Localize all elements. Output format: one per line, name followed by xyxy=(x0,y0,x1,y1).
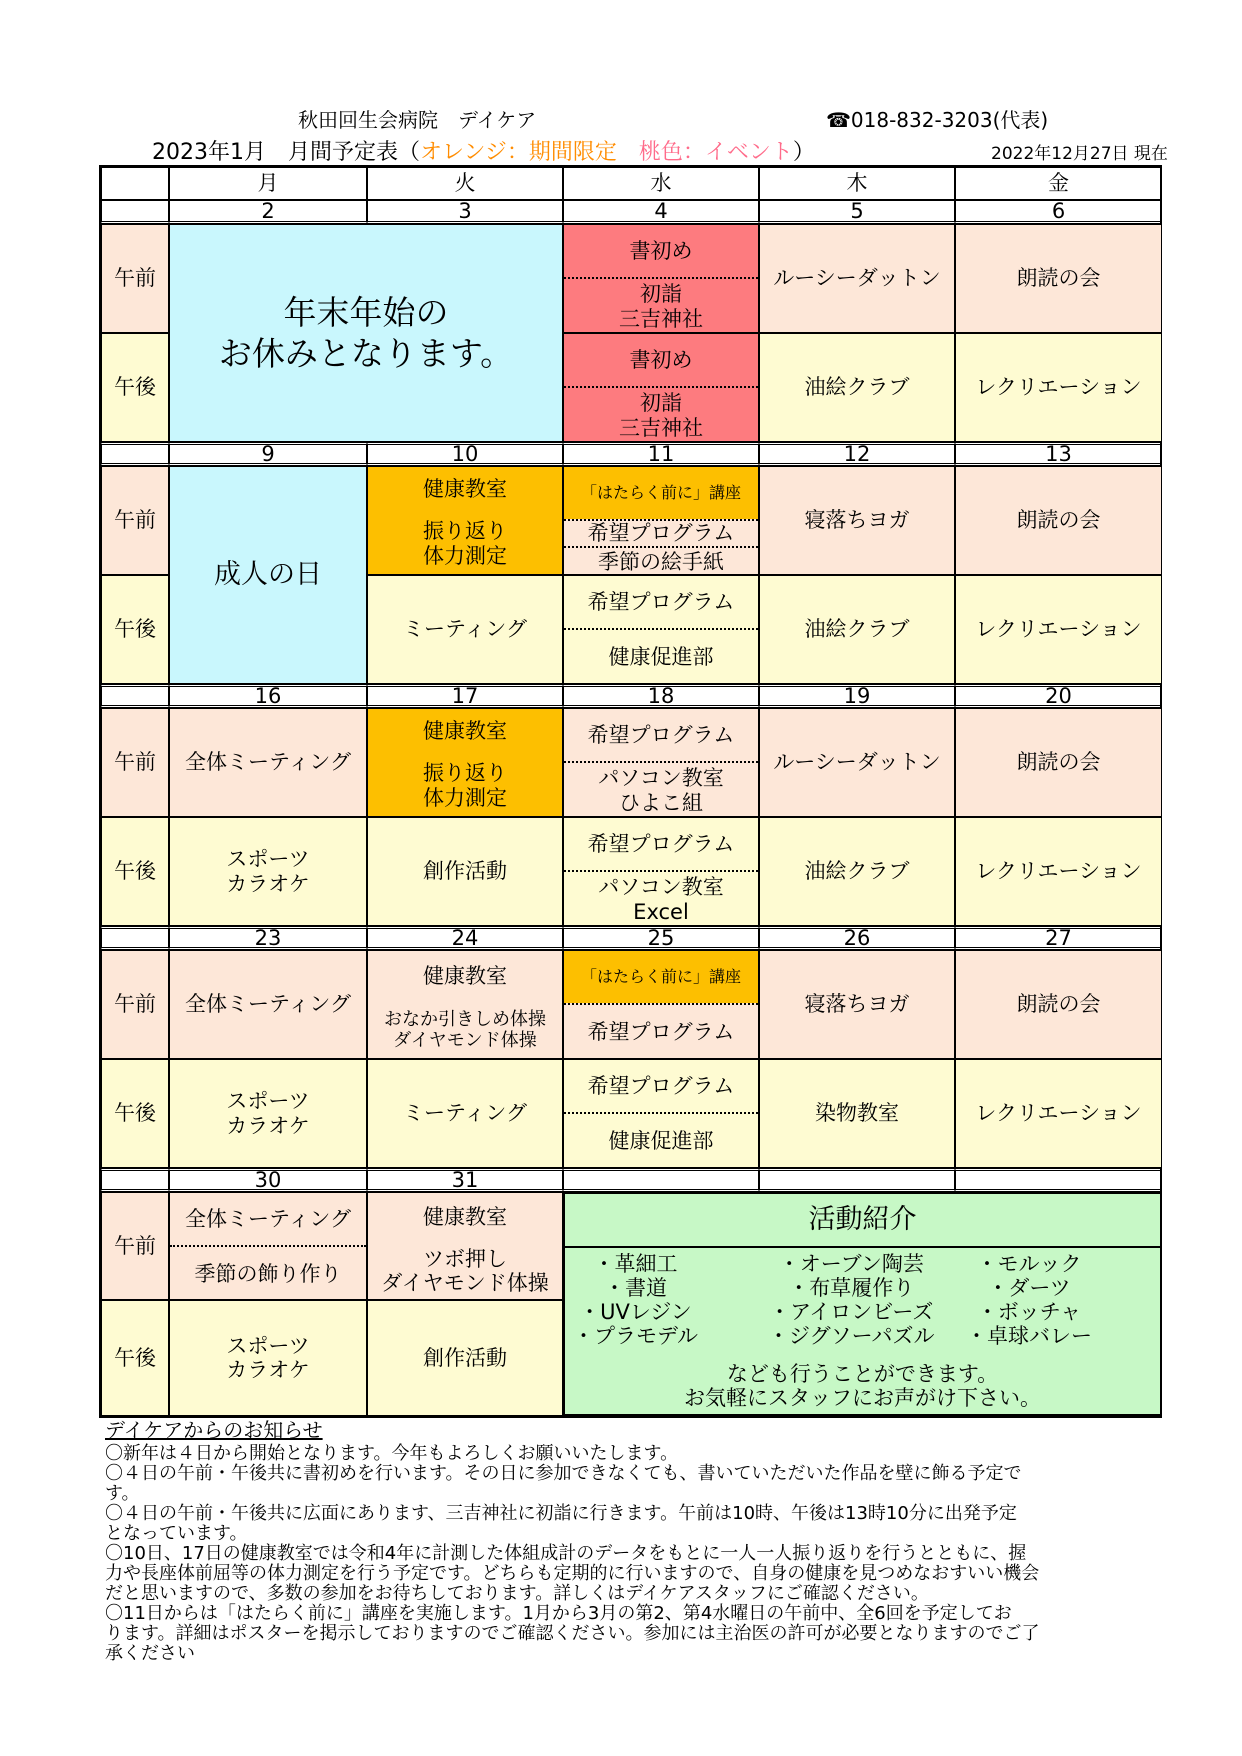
health-class: 健康教室 xyxy=(423,1204,507,1229)
date-cell: 19 xyxy=(759,684,955,708)
fri-am-cell: 朗読の会 xyxy=(955,950,1162,1059)
event-kakizome: 書初め xyxy=(629,238,693,263)
event-kakizome: 書初め xyxy=(629,347,693,372)
am-label: 午前 xyxy=(101,708,169,817)
work-prep-lecture: 「はたらく前に」講座 xyxy=(564,467,758,519)
date-cell: 30 xyxy=(169,1168,367,1192)
mon-am-cell: 全体ミーティング xyxy=(169,950,367,1059)
holiday-cell xyxy=(169,224,563,442)
fri-pm-cell: レクリエーション xyxy=(955,575,1162,684)
tue-am-cell xyxy=(367,708,563,817)
phone-number: ☎018-832-3203(代表) xyxy=(826,108,1049,132)
date-cell: 11 xyxy=(563,442,759,466)
date-cell: 18 xyxy=(563,684,759,708)
date-cell: 2 xyxy=(169,200,367,224)
date-cell: 24 xyxy=(367,926,563,950)
fri-pm-cell: レクリエーション xyxy=(955,1059,1162,1168)
wish-program: 希望プログラム xyxy=(587,831,735,856)
activity-item: ・UVレジン xyxy=(579,1300,692,1324)
tue-pm-cell: 創作活動 xyxy=(367,817,563,926)
thu-pm-cell: 油絵クラブ xyxy=(759,575,955,684)
pc-class: パソコン教室 ひよこ組 xyxy=(564,761,758,818)
weekday-mon: 月 xyxy=(169,167,367,200)
health-promotion: 健康促進部 xyxy=(564,1112,758,1169)
date-cell: 16 xyxy=(169,684,367,708)
health-class-detail: 振り返り 体力測定 xyxy=(423,761,507,810)
activity-item: ・ボッチャ xyxy=(976,1300,1082,1324)
notices-title: デイケアからのお知らせ xyxy=(105,1418,323,1442)
health-class: 健康教室 xyxy=(423,476,507,501)
date-cell: 25 xyxy=(563,926,759,950)
pm-label: 午後 xyxy=(101,333,169,442)
activity-item: ・アイロンビーズ xyxy=(769,1300,934,1324)
corner-cell xyxy=(101,167,169,200)
wed-am-cell xyxy=(563,950,759,1059)
tue-am-cell xyxy=(367,1192,563,1300)
thu-am-cell: ルーシーダットン xyxy=(759,708,955,817)
wish-program: 希望プログラム xyxy=(564,1003,758,1060)
mon-am-cell xyxy=(169,1192,367,1300)
activities-col-2 xyxy=(768,1252,935,1348)
date-cell: 27 xyxy=(955,926,1162,950)
mon-pm-cell: スポーツ カラオケ xyxy=(169,1059,367,1168)
thu-pm-cell: 油絵クラブ xyxy=(759,817,955,926)
fri-pm-cell: レクリエーション xyxy=(955,333,1162,442)
am-label: 午前 xyxy=(101,950,169,1059)
date-cell: 13 xyxy=(955,442,1162,466)
thu-pm-cell: 染物教室 xyxy=(759,1059,955,1168)
notice-line: 〇新年は４日から開始となります。今年もよろしくお願いいたします。 xyxy=(105,1443,679,1464)
wish-program: 希望プログラム xyxy=(587,722,735,747)
event-hatsumode: 初詣 三吉神社 xyxy=(564,386,758,443)
thu-am-cell: 寝落ちヨガ xyxy=(759,950,955,1059)
wed-am-cell xyxy=(563,466,759,575)
date-cell: 3 xyxy=(367,200,563,224)
national-holiday-cell: 成人の日 xyxy=(169,466,367,684)
date-blank xyxy=(101,442,169,466)
date-cell: 9 xyxy=(169,442,367,466)
date-cell: 26 xyxy=(759,926,955,950)
wish-program: 希望プログラム xyxy=(587,1073,735,1098)
date-cell: 23 xyxy=(169,926,367,950)
holiday-line: 年末年始の xyxy=(283,292,449,332)
mon-pm-cell: スポーツ カラオケ xyxy=(169,817,367,926)
date-cell: 17 xyxy=(367,684,563,708)
date-cell: 20 xyxy=(955,684,1162,708)
holiday-line: お休みとなります。 xyxy=(218,334,514,373)
tue-pm-cell: ミーティング xyxy=(367,575,563,684)
notice-line: 〇４日の午前・午後共に広面にあります、三吉神社に初詣に行きます。午前は10時、午後は13時10分に出発予定 xyxy=(105,1503,1017,1524)
am-label: 午前 xyxy=(101,466,169,575)
notice-line: 承ください xyxy=(105,1643,195,1664)
thu-am-cell: ルーシーダットン xyxy=(759,224,955,333)
activities-col-3 xyxy=(966,1252,1092,1348)
activity-item: ・布草履作り xyxy=(788,1276,915,1300)
health-class: 健康教室 xyxy=(423,963,507,988)
facility-name: 秋田回生会病院 デイケア xyxy=(298,108,537,132)
date-blank xyxy=(101,1168,169,1192)
notice-line: 力や長座体前屈等の体力測定を行う予定です。どちらも定期的に行いますので、自身の健康を見つめなおすいい機会 xyxy=(105,1563,1040,1584)
date-cell xyxy=(759,1168,955,1192)
activities-col-1 xyxy=(573,1252,698,1348)
activity-item: ・革細工 xyxy=(593,1252,678,1276)
mon-am-cell: 全体ミーティング xyxy=(169,708,367,817)
work-prep-lecture: 「はたらく前に」講座 xyxy=(564,951,758,1003)
date-cell: 10 xyxy=(367,442,563,466)
weekday-fri: 金 xyxy=(955,167,1162,200)
notice-line: 〇４日の午前・午後共に書初めを行います。その日に参加できなくても、書いていただいた作品を壁に飾る予定で xyxy=(105,1463,1022,1484)
wed-pm-cell xyxy=(563,333,759,442)
fri-am-cell: 朗読の会 xyxy=(955,708,1162,817)
schedule-grid xyxy=(99,165,1162,1418)
all-meeting: 全体ミーティング xyxy=(185,1206,351,1231)
pm-label: 午後 xyxy=(101,817,169,926)
activities-box xyxy=(563,1192,1162,1416)
wed-pm-cell xyxy=(563,817,759,926)
title-end: ） xyxy=(792,140,815,165)
date-cell: 12 xyxy=(759,442,955,466)
seasonal-picture-letter: 季節の絵手紙 xyxy=(564,546,758,576)
am-label: 午前 xyxy=(101,224,169,333)
mon-pm-cell: スポーツ カラオケ xyxy=(169,1300,367,1416)
weekday-tue: 火 xyxy=(367,167,563,200)
as-of-date: 2022年12月27日 現在 xyxy=(991,144,1168,164)
health-class-detail: ツボ押し ダイヤモンド体操 xyxy=(381,1246,549,1295)
seasonal-decoration: 季節の飾り作り xyxy=(170,1245,366,1301)
fri-pm-cell: レクリエーション xyxy=(955,817,1162,926)
health-promotion: 健康促進部 xyxy=(564,628,758,685)
tue-am-cell xyxy=(367,466,563,575)
notice-line: 〇11日からは「はたらく前に」講座を実施します。1月から3月の第2、第4水曜日の午前中、全6回を予定してお xyxy=(105,1603,1012,1624)
title-legend-pink: 桃色：イベント xyxy=(616,140,793,165)
date-blank xyxy=(101,200,169,224)
activity-item: ・ジグソーパズル xyxy=(768,1324,935,1348)
wed-am-cell xyxy=(563,708,759,817)
date-cell: 6 xyxy=(955,200,1162,224)
notice-line: となっています。 xyxy=(105,1523,248,1544)
pm-label: 午後 xyxy=(101,1300,169,1416)
weekday-thu: 木 xyxy=(759,167,955,200)
pc-class: パソコン教室 Excel xyxy=(564,870,758,927)
notice-line: ります。詳細はポスターを掲示しておりますのでご確認ください。参加には主治医の許可が必要となりますのでご了 xyxy=(105,1623,1040,1644)
thu-am-cell: 寝落ちヨガ xyxy=(759,466,955,575)
pm-label: 午後 xyxy=(101,575,169,684)
health-class: 健康教室 xyxy=(423,718,507,743)
fri-am-cell: 朗読の会 xyxy=(955,466,1162,575)
date-cell xyxy=(955,1168,1162,1192)
notice-line: だと思いますので、多数の参加をお待ちしております。詳しくはデイケアスタッフにご確認ください。 xyxy=(105,1583,929,1604)
date-cell: 5 xyxy=(759,200,955,224)
activity-item: ・卓球バレー xyxy=(966,1324,1092,1348)
weekday-wed: 水 xyxy=(563,167,759,200)
wed-pm-cell xyxy=(563,575,759,684)
title-legend-orange: オレンジ：期間限定 xyxy=(420,140,617,165)
wed-am-cell xyxy=(563,224,759,333)
activity-item: ・モルック xyxy=(976,1252,1082,1276)
date-cell xyxy=(563,1168,759,1192)
activities-footer: なども行うことができます。 お気軽にスタッフにお声がけ下さい。 xyxy=(684,1362,1041,1410)
notice-line: 〇10日、17日の健康教室では令和4年に計測した体組成計のデータをもとに一人一人振り返りを行うとともに、握 xyxy=(105,1543,1027,1564)
wed-pm-cell xyxy=(563,1059,759,1168)
tue-pm-cell: ミーティング xyxy=(367,1059,563,1168)
activity-item: ・プラモデル xyxy=(573,1324,698,1348)
activity-item: ・オーブン陶芸 xyxy=(778,1252,924,1276)
date-blank xyxy=(101,684,169,708)
wish-program: 希望プログラム xyxy=(587,589,735,614)
title-main: 2023年1月 月間予定表（ xyxy=(152,140,420,165)
pm-label: 午後 xyxy=(101,1059,169,1168)
event-hatsumode: 初詣 三吉神社 xyxy=(564,277,758,334)
tue-pm-cell: 創作活動 xyxy=(367,1300,563,1416)
activity-item: ・書道 xyxy=(603,1276,667,1300)
activities-title: 活動紹介 xyxy=(565,1194,1160,1248)
thu-pm-cell: 油絵クラブ xyxy=(759,333,955,442)
notices-section xyxy=(105,1420,1165,1664)
am-label: 午前 xyxy=(101,1192,169,1300)
notice-line: す。 xyxy=(105,1483,140,1504)
tue-am-cell xyxy=(367,950,563,1059)
date-blank xyxy=(101,926,169,950)
page-title xyxy=(152,135,815,166)
health-class-detail: 振り返り 体力測定 xyxy=(423,519,507,568)
wish-program: 希望プログラム xyxy=(564,519,758,546)
date-cell: 31 xyxy=(367,1168,563,1192)
activity-item: ・ダーツ xyxy=(987,1276,1071,1300)
health-class-detail: おなか引きしめ体操 ダイヤモンド体操 xyxy=(384,1008,546,1051)
date-cell: 4 xyxy=(563,200,759,224)
fri-am-cell: 朗読の会 xyxy=(955,224,1162,333)
